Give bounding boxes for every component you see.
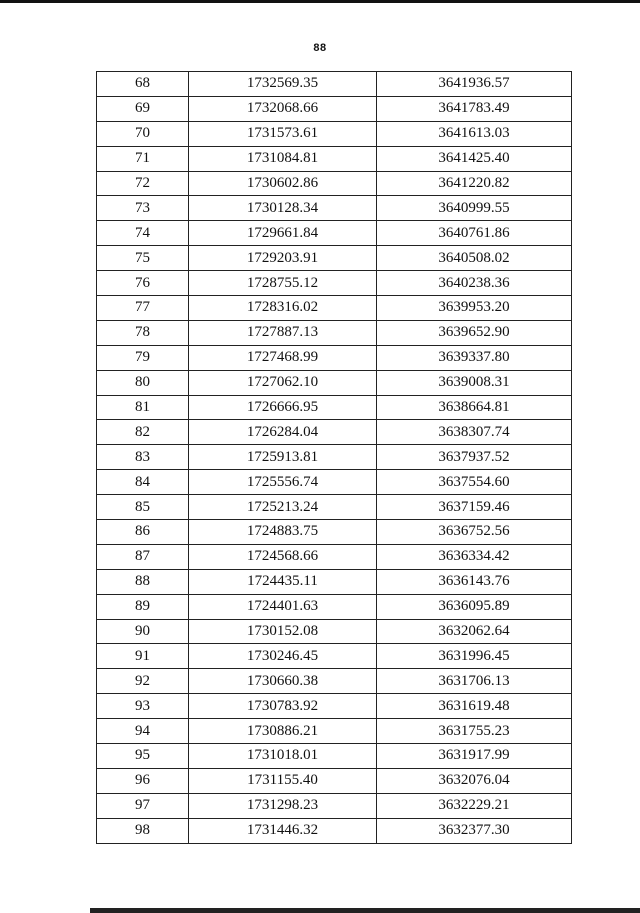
table-row [97, 445, 572, 470]
point-number-cell: 98 [97, 818, 189, 843]
point-number-cell: 76 [97, 271, 189, 296]
point-number-cell: 83 [97, 445, 189, 470]
point-number-cell: 94 [97, 719, 189, 744]
table-row [97, 768, 572, 793]
x-coordinate-cell: 1731573.61 [189, 121, 377, 146]
table-row [97, 793, 572, 818]
y-coordinate-cell: 3631755.23 [377, 719, 572, 744]
table-row [97, 96, 572, 121]
x-coordinate-cell: 1725213.24 [189, 495, 377, 520]
point-number-cell: 92 [97, 669, 189, 694]
y-coordinate-cell: 3638307.74 [377, 420, 572, 445]
table-row [97, 520, 572, 545]
y-coordinate-cell: 3631996.45 [377, 644, 572, 669]
table-row [97, 395, 572, 420]
coordinates-table [96, 71, 572, 844]
y-coordinate-cell: 3631619.48 [377, 694, 572, 719]
x-coordinate-cell: 1730660.38 [189, 669, 377, 694]
y-coordinate-cell: 3641425.40 [377, 146, 572, 171]
point-number-cell: 87 [97, 544, 189, 569]
y-coordinate-cell: 3632076.04 [377, 768, 572, 793]
x-coordinate-cell: 1731298.23 [189, 793, 377, 818]
table-row [97, 370, 572, 395]
point-number-cell: 84 [97, 470, 189, 495]
point-number-cell: 85 [97, 495, 189, 520]
x-coordinate-cell: 1728316.02 [189, 296, 377, 321]
x-coordinate-cell: 1730886.21 [189, 719, 377, 744]
table-row [97, 544, 572, 569]
table-row [97, 271, 572, 296]
x-coordinate-cell: 1727887.13 [189, 320, 377, 345]
y-coordinate-cell: 3632062.64 [377, 619, 572, 644]
y-coordinate-cell: 3631706.13 [377, 669, 572, 694]
x-coordinate-cell: 1730152.08 [189, 619, 377, 644]
y-coordinate-cell: 3637554.60 [377, 470, 572, 495]
x-coordinate-cell: 1730783.92 [189, 694, 377, 719]
y-coordinate-cell: 3640508.02 [377, 246, 572, 271]
y-coordinate-cell: 3640238.36 [377, 271, 572, 296]
y-coordinate-cell: 3641783.49 [377, 96, 572, 121]
x-coordinate-cell: 1729661.84 [189, 221, 377, 246]
y-coordinate-cell: 3632377.30 [377, 818, 572, 843]
x-coordinate-cell: 1731446.32 [189, 818, 377, 843]
table-row [97, 619, 572, 644]
point-number-cell: 89 [97, 594, 189, 619]
table-row [97, 196, 572, 221]
x-coordinate-cell: 1726666.95 [189, 395, 377, 420]
table-row [97, 345, 572, 370]
table-row [97, 470, 572, 495]
x-coordinate-cell: 1732068.66 [189, 96, 377, 121]
table-row [97, 221, 572, 246]
table-row [97, 719, 572, 744]
y-coordinate-cell: 3639652.90 [377, 320, 572, 345]
table-row [97, 171, 572, 196]
table-row [97, 296, 572, 321]
page-bottom-edge [90, 908, 640, 913]
table-row [97, 644, 572, 669]
table-row [97, 594, 572, 619]
x-coordinate-cell: 1731084.81 [189, 146, 377, 171]
y-coordinate-cell: 3640761.86 [377, 221, 572, 246]
x-coordinate-cell: 1725913.81 [189, 445, 377, 470]
y-coordinate-cell: 3641613.03 [377, 121, 572, 146]
y-coordinate-cell: 3631917.99 [377, 744, 572, 769]
y-coordinate-cell: 3639008.31 [377, 370, 572, 395]
y-coordinate-cell: 3636095.89 [377, 594, 572, 619]
page-top-edge [0, 0, 640, 3]
point-number-cell: 77 [97, 296, 189, 321]
y-coordinate-cell: 3641220.82 [377, 171, 572, 196]
y-coordinate-cell: 3632229.21 [377, 793, 572, 818]
x-coordinate-cell: 1724883.75 [189, 520, 377, 545]
x-coordinate-cell: 1726284.04 [189, 420, 377, 445]
x-coordinate-cell: 1731155.40 [189, 768, 377, 793]
table-row [97, 744, 572, 769]
y-coordinate-cell: 3637159.46 [377, 495, 572, 520]
point-number-cell: 68 [97, 72, 189, 97]
x-coordinate-cell: 1729203.91 [189, 246, 377, 271]
table-row [97, 569, 572, 594]
table-row [97, 246, 572, 271]
point-number-cell: 73 [97, 196, 189, 221]
point-number-cell: 95 [97, 744, 189, 769]
point-number-cell: 78 [97, 320, 189, 345]
y-coordinate-cell: 3639337.80 [377, 345, 572, 370]
y-coordinate-cell: 3640999.55 [377, 196, 572, 221]
point-number-cell: 88 [97, 569, 189, 594]
point-number-cell: 93 [97, 694, 189, 719]
x-coordinate-cell: 1730602.86 [189, 171, 377, 196]
table-row [97, 72, 572, 97]
x-coordinate-cell: 1724401.63 [189, 594, 377, 619]
point-number-cell: 72 [97, 171, 189, 196]
point-number-cell: 79 [97, 345, 189, 370]
table-row [97, 694, 572, 719]
x-coordinate-cell: 1728755.12 [189, 271, 377, 296]
point-number-cell: 81 [97, 395, 189, 420]
x-coordinate-cell: 1725556.74 [189, 470, 377, 495]
table-row [97, 495, 572, 520]
y-coordinate-cell: 3638664.81 [377, 395, 572, 420]
x-coordinate-cell: 1732569.35 [189, 72, 377, 97]
table-row [97, 146, 572, 171]
point-number-cell: 74 [97, 221, 189, 246]
y-coordinate-cell: 3639953.20 [377, 296, 572, 321]
point-number-cell: 97 [97, 793, 189, 818]
y-coordinate-cell: 3636143.76 [377, 569, 572, 594]
x-coordinate-cell: 1730246.45 [189, 644, 377, 669]
page-number: 88 [313, 42, 327, 54]
x-coordinate-cell: 1731018.01 [189, 744, 377, 769]
point-number-cell: 69 [97, 96, 189, 121]
x-coordinate-cell: 1724435.11 [189, 569, 377, 594]
point-number-cell: 96 [97, 768, 189, 793]
point-number-cell: 82 [97, 420, 189, 445]
y-coordinate-cell: 3636752.56 [377, 520, 572, 545]
point-number-cell: 90 [97, 619, 189, 644]
table-row [97, 420, 572, 445]
table-row [97, 320, 572, 345]
point-number-cell: 91 [97, 644, 189, 669]
y-coordinate-cell: 3636334.42 [377, 544, 572, 569]
table-row [97, 121, 572, 146]
x-coordinate-cell: 1724568.66 [189, 544, 377, 569]
point-number-cell: 75 [97, 246, 189, 271]
table-row [97, 818, 572, 843]
point-number-cell: 86 [97, 520, 189, 545]
x-coordinate-cell: 1730128.34 [189, 196, 377, 221]
point-number-cell: 71 [97, 146, 189, 171]
x-coordinate-cell: 1727468.99 [189, 345, 377, 370]
y-coordinate-cell: 3637937.52 [377, 445, 572, 470]
point-number-cell: 80 [97, 370, 189, 395]
x-coordinate-cell: 1727062.10 [189, 370, 377, 395]
point-number-cell: 70 [97, 121, 189, 146]
coordinates-table-body [97, 72, 572, 844]
table-row [97, 669, 572, 694]
y-coordinate-cell: 3641936.57 [377, 72, 572, 97]
